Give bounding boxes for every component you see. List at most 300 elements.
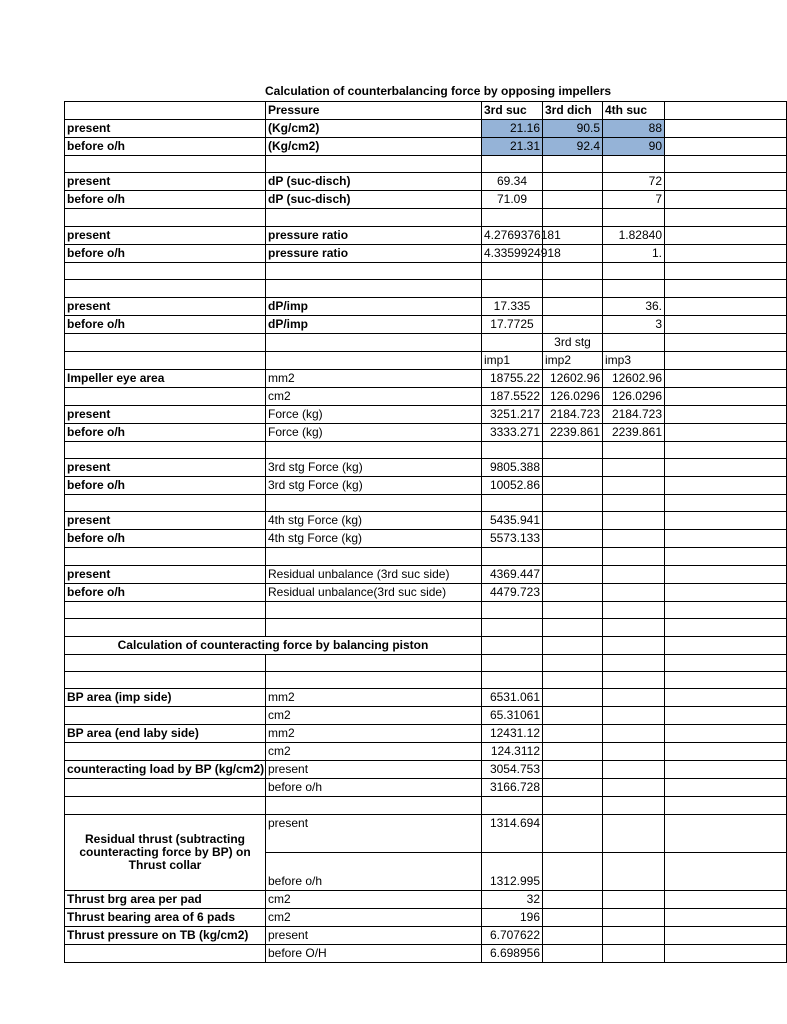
table-cell[interactable] [65, 280, 266, 297]
table-cell[interactable] [665, 102, 787, 120]
table-row [65, 797, 787, 814]
table-row [65, 244, 787, 262]
table-cell[interactable]: 3333.271 [482, 423, 543, 441]
table-cell[interactable]: 4479.723 [482, 583, 543, 601]
table-row [65, 120, 787, 138]
table-cell[interactable] [266, 209, 482, 226]
table-cell[interactable]: before o/h [65, 191, 266, 209]
table-cell[interactable]: Thrust brg area per pad [65, 890, 266, 908]
table-cell[interactable] [65, 156, 266, 173]
table-cell[interactable] [603, 890, 665, 908]
table-cell[interactable] [665, 908, 787, 926]
table-cell[interactable] [543, 601, 603, 618]
table-cell[interactable]: 2239.861 [543, 423, 603, 441]
table-cell[interactable] [482, 601, 543, 618]
table-cell[interactable] [65, 779, 266, 797]
table-cell[interactable]: 3rd stg Force (kg) [266, 476, 482, 494]
table-cell[interactable] [665, 315, 787, 333]
table-cell[interactable]: Residual unbalance (3rd suc side) [266, 565, 482, 583]
table-cell[interactable]: 187.5522 [482, 387, 543, 405]
table-cell[interactable] [603, 944, 665, 962]
table-cell[interactable] [65, 601, 266, 618]
table-cell[interactable]: 196 [482, 908, 543, 926]
table-cell[interactable] [543, 209, 603, 226]
table-cell[interactable] [543, 548, 603, 565]
table-cell[interactable] [665, 944, 787, 962]
table-row [65, 725, 787, 743]
table-cell[interactable] [603, 583, 665, 601]
table-cell[interactable] [603, 926, 665, 944]
table-cell[interactable] [65, 102, 266, 120]
table-cell[interactable] [266, 262, 482, 279]
table-row [65, 636, 787, 654]
table-cell[interactable]: 65.31061 [482, 707, 543, 725]
table-cell[interactable]: dP/imp [266, 297, 482, 315]
table-cell[interactable] [603, 530, 665, 548]
table-cell[interactable] [665, 512, 787, 530]
table-cell[interactable] [603, 333, 665, 351]
table-cell[interactable] [65, 707, 266, 725]
table-cell[interactable]: 3rd dich [543, 102, 603, 120]
table-row [65, 494, 787, 511]
table-cell[interactable] [65, 671, 266, 688]
table-cell[interactable]: 4th stg Force (kg) [266, 512, 482, 530]
table-cell[interactable] [665, 494, 787, 511]
table-cell[interactable] [603, 852, 665, 890]
table-cell[interactable] [603, 908, 665, 926]
table-cell[interactable]: 92.4 [543, 138, 603, 156]
table-row [65, 689, 787, 707]
table-cell[interactable] [266, 351, 482, 369]
table-cell[interactable] [603, 548, 665, 565]
table-cell[interactable] [65, 654, 266, 671]
table-cell[interactable]: present [65, 297, 266, 315]
table-cell[interactable]: 18755.22 [482, 369, 543, 387]
table-cell[interactable] [665, 601, 787, 618]
table-cell[interactable] [543, 530, 603, 548]
table-cell[interactable]: 71.09 [482, 191, 543, 209]
table-cell[interactable]: 12602.96 [603, 369, 665, 387]
table-cell[interactable] [543, 636, 603, 654]
table-cell[interactable] [603, 458, 665, 476]
table-cell[interactable] [665, 707, 787, 725]
table-cell[interactable] [543, 761, 603, 779]
table-cell[interactable] [665, 191, 787, 209]
table-cell[interactable] [603, 689, 665, 707]
table-cell[interactable] [65, 944, 266, 962]
table-cell[interactable] [543, 743, 603, 761]
table-cell[interactable] [665, 671, 787, 688]
table-cell[interactable]: pressure ratio [266, 226, 482, 244]
table-cell[interactable]: 2239.861 [603, 423, 665, 441]
table-cell[interactable] [543, 619, 603, 636]
table-cell[interactable] [665, 926, 787, 944]
table-cell[interactable]: Force (kg) [266, 423, 482, 441]
table-cell[interactable] [665, 120, 787, 138]
table-cell[interactable]: 10052.86 [482, 476, 543, 494]
table-cell[interactable] [65, 441, 266, 458]
table-cell[interactable]: 4.3359924918 [482, 244, 543, 262]
table-cell[interactable]: 3rd suc [482, 102, 543, 120]
table-cell[interactable]: 3rd stg Force (kg) [266, 458, 482, 476]
table-cell[interactable] [65, 797, 266, 814]
table-cell[interactable] [266, 671, 482, 688]
table-cell[interactable]: 1. [603, 244, 665, 262]
table-cell[interactable] [665, 779, 787, 797]
calc-table [64, 101, 787, 963]
table-cell[interactable]: before o/h [65, 583, 266, 601]
table-cell[interactable]: 5435.941 [482, 512, 543, 530]
table-cell[interactable] [482, 797, 543, 814]
table-cell[interactable]: before o/h [65, 530, 266, 548]
table-cell[interactable] [665, 280, 787, 297]
table-cell[interactable]: 69.34 [482, 173, 543, 191]
table-cell[interactable] [543, 908, 603, 926]
table-cell[interactable]: Thrust bearing area of 6 pads [65, 908, 266, 926]
table-cell[interactable] [603, 743, 665, 761]
table-cell[interactable] [65, 209, 266, 226]
table-cell[interactable] [665, 262, 787, 279]
table-cell[interactable]: Thrust pressure on TB (kg/cm2) [65, 926, 266, 944]
table-cell[interactable] [543, 779, 603, 797]
table-cell[interactable]: 4.2769376181 [482, 226, 543, 244]
table-cell[interactable]: before o/h [65, 138, 266, 156]
table-cell[interactable] [665, 619, 787, 636]
table-cell[interactable] [665, 548, 787, 565]
table-cell[interactable] [65, 743, 266, 761]
table-cell[interactable] [543, 297, 603, 315]
table-cell[interactable]: 5573.133 [482, 530, 543, 548]
table-cell[interactable]: 7 [603, 191, 665, 209]
table-cell[interactable] [665, 565, 787, 583]
table-cell[interactable]: 12602.96 [543, 369, 603, 387]
table-cell[interactable]: 4th stg Force (kg) [266, 530, 482, 548]
table-cell[interactable] [482, 494, 543, 511]
table-cell[interactable]: present [65, 405, 266, 423]
table-cell[interactable] [266, 601, 482, 618]
table-cell[interactable] [665, 689, 787, 707]
table-cell[interactable]: 72 [603, 173, 665, 191]
table-cell[interactable] [603, 779, 665, 797]
table-cell[interactable] [603, 654, 665, 671]
table-cell[interactable]: dP/imp [266, 315, 482, 333]
table-cell[interactable]: before o/h [266, 779, 482, 797]
table-cell[interactable] [603, 209, 665, 226]
table-cell[interactable] [603, 262, 665, 279]
table-cell[interactable]: 17.335 [482, 297, 543, 315]
table-cell[interactable] [543, 890, 603, 908]
table-cell[interactable]: cm2 [266, 908, 482, 926]
table-cell[interactable] [665, 244, 787, 262]
table-row [65, 156, 787, 173]
table-cell[interactable] [543, 441, 603, 458]
table-cell[interactable] [543, 671, 603, 688]
table-row [65, 944, 787, 962]
table-cell[interactable] [603, 441, 665, 458]
table-cell[interactable] [665, 636, 787, 654]
table-cell[interactable] [65, 351, 266, 369]
table-cell[interactable] [603, 725, 665, 743]
table-row [65, 707, 787, 725]
table-cell[interactable] [482, 333, 543, 351]
table-cell[interactable] [482, 548, 543, 565]
table-cell[interactable] [603, 476, 665, 494]
table-cell[interactable]: 3166.728 [482, 779, 543, 797]
table-cell[interactable] [665, 333, 787, 351]
table-cell[interactable] [665, 387, 787, 405]
table-cell[interactable]: before o/h [65, 476, 266, 494]
table-cell[interactable] [543, 725, 603, 743]
table-cell[interactable]: 21.31 [482, 138, 543, 156]
table-cell[interactable] [603, 671, 665, 688]
table-cell[interactable] [665, 583, 787, 601]
table-cell[interactable]: present [65, 565, 266, 583]
table-row [65, 191, 787, 209]
table-cell[interactable] [482, 209, 543, 226]
table-cell[interactable] [603, 512, 665, 530]
table-row [65, 173, 787, 191]
table-cell[interactable]: before O/H [266, 944, 482, 962]
table-cell[interactable] [543, 173, 603, 191]
residual-thrust-label: Residual thrust (subtracting counteracting force by BP) on Thrust collar [65, 814, 266, 890]
table-cell[interactable]: before o/h [65, 423, 266, 441]
table-cell[interactable] [543, 707, 603, 725]
table-cell[interactable] [543, 476, 603, 494]
table-cell[interactable]: 4369.447 [482, 565, 543, 583]
table-cell[interactable] [603, 619, 665, 636]
table-cell[interactable] [603, 601, 665, 618]
table-cell[interactable]: 2184.723 [543, 405, 603, 423]
table-cell[interactable] [65, 333, 266, 351]
table-cell[interactable] [266, 654, 482, 671]
table-cell[interactable] [266, 494, 482, 511]
table-cell[interactable] [482, 262, 543, 279]
table-cell[interactable] [665, 209, 787, 226]
table-cell[interactable] [266, 441, 482, 458]
table-cell[interactable] [266, 548, 482, 565]
table-cell[interactable] [543, 944, 603, 962]
table-cell[interactable] [482, 636, 543, 654]
table-cell[interactable]: Residual unbalance(3rd suc side) [266, 583, 482, 601]
table-cell[interactable]: present [65, 226, 266, 244]
table-cell[interactable] [665, 797, 787, 814]
table-cell[interactable] [543, 315, 603, 333]
table-cell[interactable] [603, 761, 665, 779]
table-cell[interactable]: 3054.753 [482, 761, 543, 779]
table-cell[interactable] [543, 280, 603, 297]
table-cell[interactable]: BP area (end laby side) [65, 725, 266, 743]
table-cell[interactable]: 36. [603, 297, 665, 315]
table-cell[interactable] [543, 689, 603, 707]
table-cell[interactable] [603, 814, 665, 852]
table-row [65, 209, 787, 226]
table-cell[interactable] [543, 156, 603, 173]
table-cell[interactable]: 21.16 [482, 120, 543, 138]
table-cell[interactable] [665, 743, 787, 761]
table-cell[interactable] [603, 156, 665, 173]
table-cell[interactable] [266, 797, 482, 814]
table-row [65, 333, 787, 351]
table-cell[interactable] [603, 280, 665, 297]
table-cell[interactable]: (Kg/cm2) [266, 120, 482, 138]
table-cell[interactable] [543, 583, 603, 601]
table-cell[interactable] [665, 814, 787, 852]
table-cell[interactable] [482, 156, 543, 173]
table-cell[interactable] [665, 725, 787, 743]
table-cell[interactable]: present [266, 926, 482, 944]
table-cell[interactable] [266, 619, 482, 636]
table-cell[interactable] [603, 797, 665, 814]
table-cell[interactable] [603, 494, 665, 511]
table-cell[interactable]: 4th suc [603, 102, 665, 120]
table-cell[interactable] [603, 636, 665, 654]
table-row [65, 814, 787, 852]
table-cell[interactable] [543, 814, 603, 852]
table-cell[interactable]: 90 [603, 138, 665, 156]
table-cell[interactable] [543, 797, 603, 814]
table-row [65, 226, 787, 244]
table-cell[interactable]: present [266, 761, 482, 779]
table-row [65, 743, 787, 761]
table-cell[interactable]: before o/h [65, 315, 266, 333]
table-cell[interactable] [665, 351, 787, 369]
table-cell[interactable]: imp3 [603, 351, 665, 369]
table-cell[interactable] [543, 191, 603, 209]
table-cell[interactable]: 3251.217 [482, 405, 543, 423]
table-cell[interactable] [665, 654, 787, 671]
table-cell[interactable] [65, 619, 266, 636]
table-cell[interactable] [65, 494, 266, 511]
table-cell[interactable] [665, 530, 787, 548]
table-cell[interactable] [266, 280, 482, 297]
table-cell[interactable]: 124.3112 [482, 743, 543, 761]
table-cell[interactable]: mm2 [266, 725, 482, 743]
table-cell[interactable] [65, 548, 266, 565]
table-cell[interactable] [665, 138, 787, 156]
table-cell[interactable]: 12431.12 [482, 725, 543, 743]
table-cell[interactable]: 1314.694 [482, 814, 543, 852]
table-cell[interactable] [482, 280, 543, 297]
table-cell[interactable]: 3 [603, 315, 665, 333]
table-cell[interactable] [665, 441, 787, 458]
table-cell[interactable]: (Kg/cm2) [266, 138, 482, 156]
table-cell[interactable]: 126.0296 [603, 387, 665, 405]
table-cell[interactable]: Pressure [266, 102, 482, 120]
table-row [65, 671, 787, 688]
table-cell[interactable] [665, 173, 787, 191]
table-cell[interactable]: present [65, 512, 266, 530]
table-cell[interactable] [543, 926, 603, 944]
table-cell[interactable] [482, 441, 543, 458]
table-cell[interactable]: Impeller eye area [65, 369, 266, 387]
table-row [65, 619, 787, 636]
table-cell[interactable]: present [266, 814, 482, 852]
table-cell[interactable]: 90.5 [543, 120, 603, 138]
table-row [65, 601, 787, 618]
table-cell[interactable] [482, 671, 543, 688]
table-cell[interactable]: 6.707622 [482, 926, 543, 944]
table-cell[interactable] [65, 262, 266, 279]
table-cell[interactable]: 126.0296 [543, 387, 603, 405]
sheet-title: Calculation of counterbalancing force by opposing impellers [265, 84, 612, 98]
table-cell[interactable] [665, 156, 787, 173]
table-cell[interactable] [543, 458, 603, 476]
table-row [65, 761, 787, 779]
table-cell[interactable]: imp2 [543, 351, 603, 369]
table-cell[interactable]: pressure ratio [266, 244, 482, 262]
table-cell[interactable] [603, 565, 665, 583]
table-cell[interactable] [665, 369, 787, 387]
table-cell[interactable]: 9805.388 [482, 458, 543, 476]
table-cell[interactable] [266, 156, 482, 173]
table-cell[interactable] [603, 707, 665, 725]
table-cell[interactable] [665, 761, 787, 779]
table-cell[interactable]: 1.82840 [603, 226, 665, 244]
table-cell[interactable]: BP area (imp side) [65, 689, 266, 707]
table-cell[interactable] [543, 852, 603, 890]
table-cell[interactable] [266, 333, 482, 351]
table-cell[interactable]: mm2 [266, 369, 482, 387]
table-cell[interactable]: before o/h [266, 852, 482, 890]
table-cell[interactable] [665, 890, 787, 908]
table-cell[interactable]: 17.7725 [482, 315, 543, 333]
table-cell[interactable]: present [65, 458, 266, 476]
table-cell[interactable] [665, 405, 787, 423]
table-cell[interactable] [665, 226, 787, 244]
table-cell[interactable] [543, 494, 603, 511]
table-cell[interactable] [665, 458, 787, 476]
table-row [65, 779, 787, 797]
table-cell[interactable]: cm2 [266, 387, 482, 405]
table-row [65, 315, 787, 333]
table-row [65, 369, 787, 387]
table-cell[interactable] [665, 852, 787, 890]
table-cell[interactable]: 1312.995 [482, 852, 543, 890]
table-cell[interactable]: mm2 [266, 689, 482, 707]
table-cell[interactable]: counteracting load by BP (kg/cm2) [65, 761, 266, 779]
table-cell[interactable] [543, 262, 603, 279]
table-cell[interactable]: present [65, 173, 266, 191]
table-cell[interactable]: Force (kg) [266, 405, 482, 423]
section2-title: Calculation of counteracting force by balancing piston [65, 636, 482, 654]
table-cell[interactable] [665, 297, 787, 315]
table-cell[interactable] [543, 654, 603, 671]
table-cell[interactable]: dP (suc-disch) [266, 191, 482, 209]
table-cell[interactable]: dP (suc-disch) [266, 173, 482, 191]
table-cell[interactable]: 3rd stg [543, 333, 603, 351]
table-cell[interactable] [665, 476, 787, 494]
table-cell[interactable]: present [65, 120, 266, 138]
table-cell[interactable] [482, 619, 543, 636]
table-row [65, 423, 787, 441]
table-cell[interactable]: cm2 [266, 707, 482, 725]
table-cell[interactable]: cm2 [266, 743, 482, 761]
table-cell[interactable]: 2184.723 [603, 405, 665, 423]
table-cell[interactable]: before o/h [65, 244, 266, 262]
table-cell[interactable] [665, 423, 787, 441]
table-cell[interactable]: cm2 [266, 890, 482, 908]
table-row [65, 583, 787, 601]
table-cell[interactable]: 6.698956 [482, 944, 543, 962]
table-cell[interactable] [482, 654, 543, 671]
table-cell[interactable]: 88 [603, 120, 665, 138]
table-cell[interactable] [543, 512, 603, 530]
table-cell[interactable] [543, 565, 603, 583]
table-cell[interactable]: 32 [482, 890, 543, 908]
table-cell[interactable]: 6531.061 [482, 689, 543, 707]
table-cell[interactable] [65, 387, 266, 405]
table-cell[interactable]: imp1 [482, 351, 543, 369]
